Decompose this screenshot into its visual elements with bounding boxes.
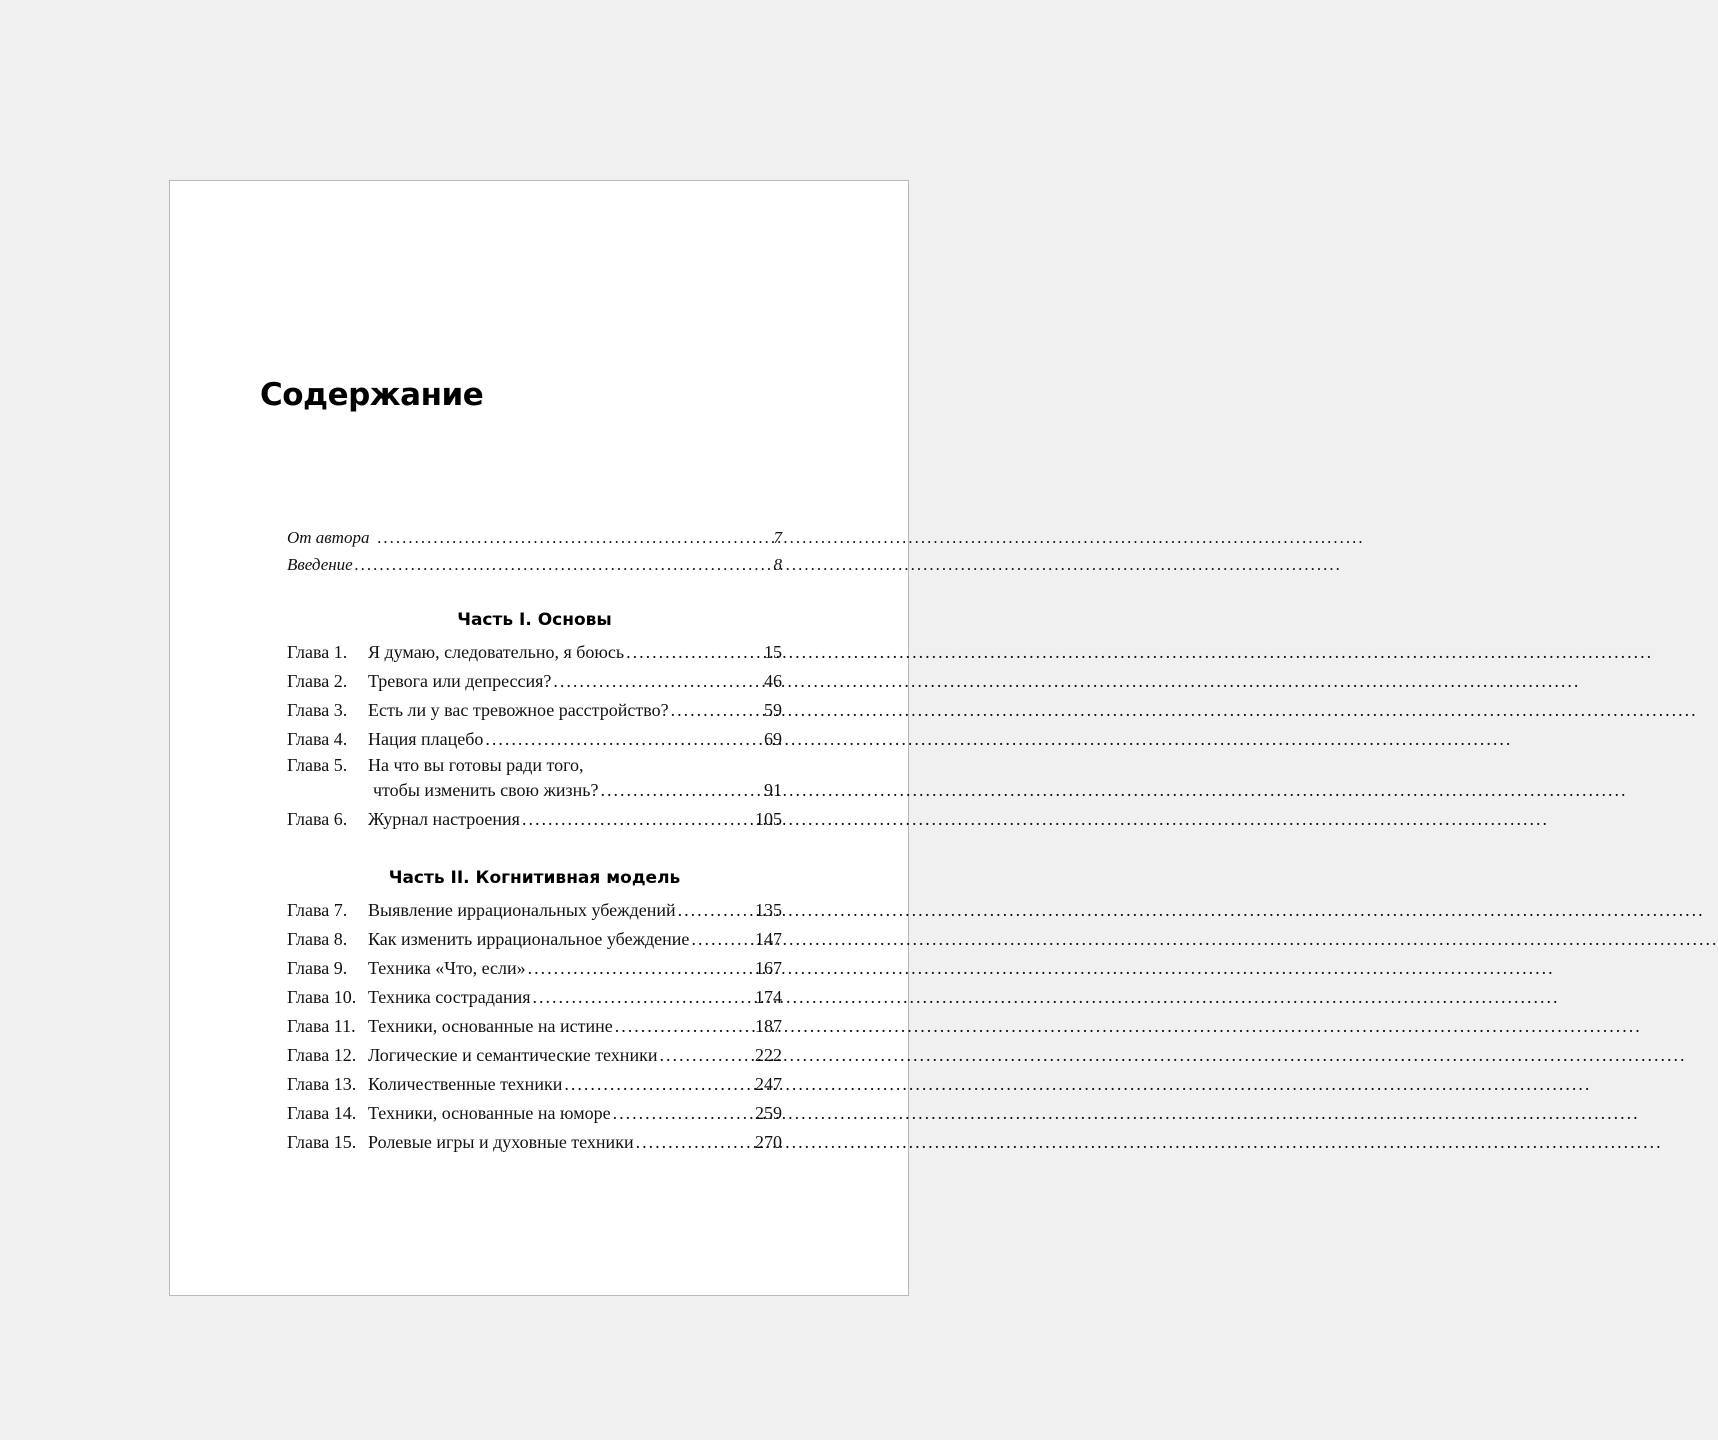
toc-chapter-2[interactable]	[287, 667, 782, 696]
chapter-title: Есть ли у вас тревожное расстройство?	[368, 700, 669, 720]
part-heading-2: Часть II. Когнитивная модель	[388, 868, 681, 888]
chapter-title: Журнал настроения	[368, 809, 520, 829]
chapter-title: Техника «Что, если»	[368, 958, 526, 978]
chapter-number: Глава 15.	[287, 1132, 357, 1152]
chapter-number: Глава 13.	[287, 1074, 357, 1094]
toc-chapter-15[interactable]	[287, 1128, 782, 1157]
chapter-number: Глава 6.	[287, 809, 348, 829]
leader-dots	[562, 1070, 755, 1099]
toc-page-number: 222	[755, 1045, 782, 1065]
toc-chapter-1[interactable]	[287, 638, 782, 667]
leader-dots	[483, 725, 764, 754]
leader-dots	[551, 667, 764, 696]
chapter-number: Глава 11.	[287, 1016, 356, 1036]
chapter-title: Выявление иррациональных убеждений	[368, 900, 676, 920]
toc-page-number: 7	[773, 528, 782, 547]
chapter-number: Глава 3.	[287, 700, 348, 720]
leader-dots	[598, 776, 764, 805]
chapter-title: Как изменить иррациональное убеждение	[368, 929, 690, 949]
chapter-title: Тревога или депрессия?	[368, 671, 552, 691]
leader-dots	[669, 696, 764, 725]
leader-dots	[520, 805, 755, 834]
page-title: Содержание	[260, 377, 484, 413]
chapter-number: Глава 12.	[287, 1045, 357, 1065]
leader-dots	[624, 638, 764, 667]
chapter-title: Нация плацебо	[368, 729, 484, 749]
chapter-title: Техники, основанные на истине	[368, 1016, 613, 1036]
leader-dots	[689, 925, 755, 954]
toc-front-intro[interactable]	[287, 551, 782, 578]
leader-dots	[676, 896, 755, 925]
toc-page-number: 8	[773, 555, 782, 574]
toc-chapter-8[interactable]	[287, 925, 782, 954]
toc-chapter-7[interactable]	[287, 896, 782, 925]
toc-chapter-3[interactable]	[287, 696, 782, 725]
chapter-title-continued: чтобы изменить свою жизнь?	[373, 780, 599, 800]
toc-chapter-14[interactable]	[287, 1099, 782, 1128]
toc-chapter-13[interactable]	[287, 1070, 782, 1099]
chapter-number: Глава 1.	[287, 642, 348, 662]
chapter-number: Глава 4.	[287, 729, 348, 749]
toc-front-label: От автора	[287, 528, 370, 547]
chapter-title: Техника сострадания	[368, 987, 531, 1007]
table-of-contents	[287, 524, 782, 1157]
leader-dots	[613, 1012, 755, 1041]
toc-page-number: 91	[764, 780, 782, 800]
chapter-number: Глава 10.	[287, 987, 357, 1007]
toc-page-number: 174	[755, 987, 782, 1007]
toc-page-number: 15	[764, 642, 782, 662]
chapter-number: Глава 7.	[287, 900, 348, 920]
leader-dots	[657, 1041, 755, 1070]
leader-dots	[634, 1128, 755, 1157]
toc-page-number: 46	[764, 671, 782, 691]
leader-dots	[611, 1099, 755, 1128]
chapter-number: Глава 14.	[287, 1103, 357, 1123]
leader-dots	[526, 954, 755, 983]
toc-page-number: 135	[755, 900, 782, 920]
toc-chapter-10[interactable]	[287, 983, 782, 1012]
chapter-title: Количественные техники	[368, 1074, 563, 1094]
toc-page-number: 167	[755, 958, 782, 978]
chapter-title: На что вы готовы ради того,	[368, 755, 584, 775]
toc-front-label: Введение	[287, 555, 353, 574]
chapter-title: Логические и семантические техники	[368, 1045, 658, 1065]
toc-chapter-12[interactable]	[287, 1041, 782, 1070]
chapter-number: Глава 9.	[287, 958, 348, 978]
toc-page-number: 270	[755, 1132, 782, 1152]
chapter-title: Ролевые игры и духовные техники	[368, 1132, 634, 1152]
chapter-number: Глава 5.	[287, 755, 348, 775]
toc-page-number: 69	[764, 729, 782, 749]
toc-page-number: 187	[755, 1016, 782, 1036]
leader-dots	[375, 524, 773, 551]
toc-page-number: 105	[755, 809, 782, 829]
chapter-title: Техники, основанные на юморе	[368, 1103, 611, 1123]
book-page	[169, 180, 909, 1296]
chapter-number: Глава 2.	[287, 671, 348, 691]
toc-page-number: 247	[755, 1074, 782, 1094]
part-heading-1: Часть I. Основы	[457, 610, 612, 630]
toc-chapter-6[interactable]	[287, 805, 782, 834]
chapter-title: Я думаю, следовательно, я боюсь	[368, 642, 625, 662]
toc-chapter-5[interactable]	[287, 754, 782, 805]
leader-dots	[353, 551, 774, 578]
toc-chapter-11[interactable]	[287, 1012, 782, 1041]
chapter-number: Глава 8.	[287, 929, 348, 949]
toc-page-number: 147	[755, 929, 782, 949]
toc-page-number: 259	[755, 1103, 782, 1123]
toc-front-author[interactable]	[287, 524, 782, 551]
toc-chapter-9[interactable]	[287, 954, 782, 983]
toc-page-number: 59	[764, 700, 782, 720]
leader-dots	[530, 983, 755, 1012]
toc-chapter-4[interactable]	[287, 725, 782, 754]
